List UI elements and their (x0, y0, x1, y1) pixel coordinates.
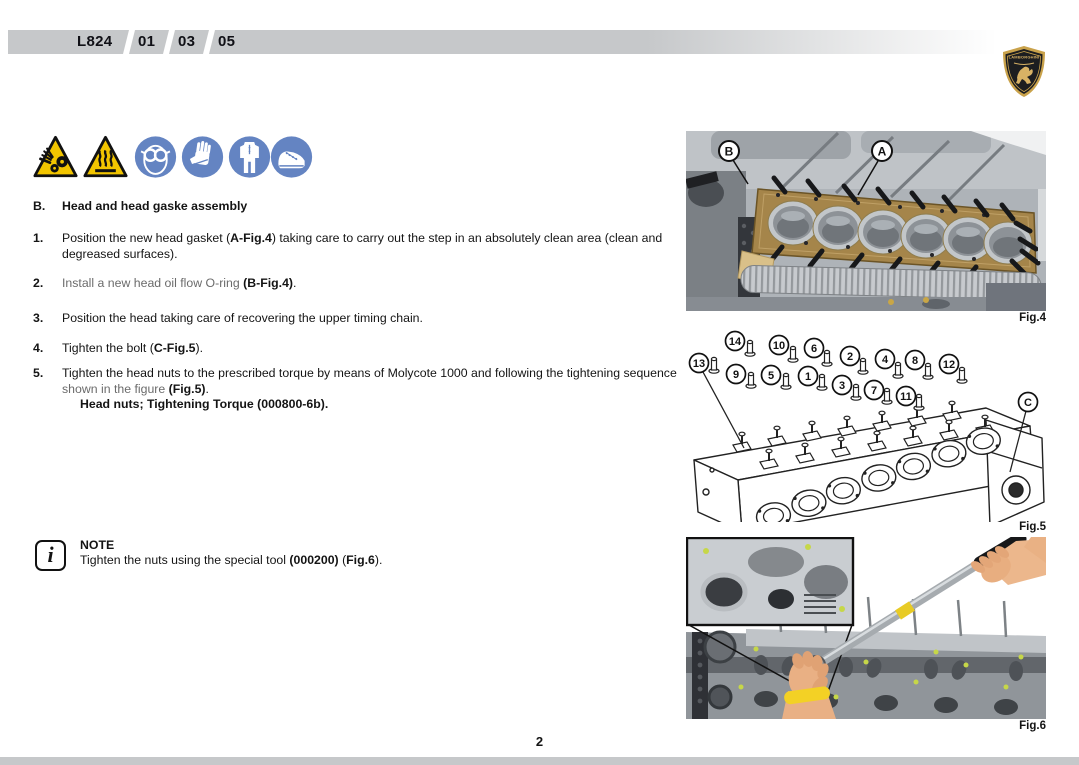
step-text: shown in the figure (62, 381, 169, 396)
step-number: 3. (33, 311, 44, 325)
step-text: Position the new head gasket ( (62, 231, 231, 245)
sequence-number: 11 (900, 391, 912, 403)
sequence-number: 12 (942, 359, 956, 371)
sequence-number: 14 (728, 336, 742, 348)
protective-gloves-icon (180, 134, 225, 180)
torque-spec: Head nuts; Tightening Torque (000800-6b). (80, 397, 329, 411)
footer-bar (0, 757, 1079, 765)
figure-6-label: Fig.6 (1019, 720, 1046, 732)
step-text: ) taking care to carry out the step in an absolutely clean area (clean and (271, 231, 663, 245)
sequence-number: 2 (846, 351, 854, 363)
step-text: ). (195, 341, 204, 355)
step-1 (33, 231, 663, 262)
section-number-3: 05 (218, 33, 236, 50)
section-letter: B. (33, 199, 46, 213)
eye-protection-icon (133, 134, 178, 180)
header-divider (203, 30, 215, 54)
lamborghini-shield-icon (1000, 45, 1048, 98)
step-number: 1. (33, 231, 44, 245)
sequence-number: 1 (804, 371, 812, 383)
figure-4-label: Fig.4 (1019, 312, 1046, 324)
sequence-number: 8 (911, 355, 919, 367)
tool-reference: (000200) (289, 553, 339, 567)
head-tightening-sequence-drawing (686, 330, 1046, 522)
figure-reference: Fig.6 (346, 553, 375, 567)
note-text: Tighten the nuts using the special tool (000200) (Fig.6). (80, 553, 383, 567)
sequence-number: 3 (838, 380, 846, 392)
sequence-number: 7 (870, 385, 878, 397)
entanglement-hazard-icon (33, 134, 78, 180)
step-text: degreased surfaces). (62, 246, 178, 261)
step-4 (33, 341, 204, 357)
section-title: Head and head gaske assembly (62, 199, 248, 213)
safety-footwear-icon (269, 134, 314, 180)
step-text: . (205, 381, 209, 396)
callout-c-letter: C (1024, 397, 1032, 409)
step-text: . (293, 276, 297, 290)
sequence-number: 5 (767, 370, 775, 382)
sequence-number: 13 (692, 358, 706, 370)
figure-6-photo (686, 537, 1046, 719)
figure-5-label: Fig.5 (1019, 521, 1046, 533)
protective-clothing-icon (227, 134, 272, 180)
step-number: 4. (33, 341, 44, 355)
step-number: 5. (33, 366, 44, 380)
sequence-number: 9 (732, 369, 740, 381)
document-code: L824 (77, 33, 113, 50)
step-text: Position the head taking care of recovering the upper timing chain. (62, 311, 423, 325)
sequence-number: 4 (881, 354, 889, 366)
step-text: Install a new head oil flow O-ring (62, 276, 244, 290)
note-title: NOTE (80, 538, 115, 552)
step-text: Tighten the bolt ( (62, 341, 154, 355)
hot-surface-warning-icon (83, 134, 128, 180)
sequence-number: 6 (810, 343, 818, 355)
figure-4-photo (686, 131, 1046, 311)
page-number: 2 (535, 734, 544, 749)
step-2 (33, 276, 297, 292)
step-number: 2. (33, 276, 44, 290)
torque-wrench-photo (686, 537, 1046, 719)
figure-reference: (B-Fig.4) (243, 276, 294, 290)
header-divider (123, 30, 135, 54)
step-text: Tighten the head nuts to the prescribed torque by means of Molycote 1000 and following the tightening sequence (62, 366, 677, 380)
lamborghini-logo (1000, 45, 1048, 98)
section-number-2: 03 (178, 33, 196, 50)
step-3 (33, 311, 423, 327)
figure-5-drawing (686, 330, 1046, 522)
info-icon: i (35, 540, 66, 571)
engine-gasket-photo (686, 131, 1046, 311)
sequence-number: 10 (772, 340, 786, 352)
figure-6-inset (687, 538, 853, 625)
figure-reference: C-Fig.5 (153, 341, 196, 355)
section-number-1: 01 (138, 33, 156, 50)
step-5 (33, 366, 677, 413)
header-bar (8, 30, 1071, 54)
header-divider (163, 30, 175, 54)
logo-brand-text: LAMBORGHINI (1008, 54, 1040, 60)
figure-reference: (Fig.5) (168, 381, 206, 396)
callout-b-letter: B (724, 144, 734, 159)
section-heading (33, 199, 247, 215)
callout-a-letter: A (877, 144, 887, 159)
figure-reference: A-Fig.4 (230, 231, 272, 245)
